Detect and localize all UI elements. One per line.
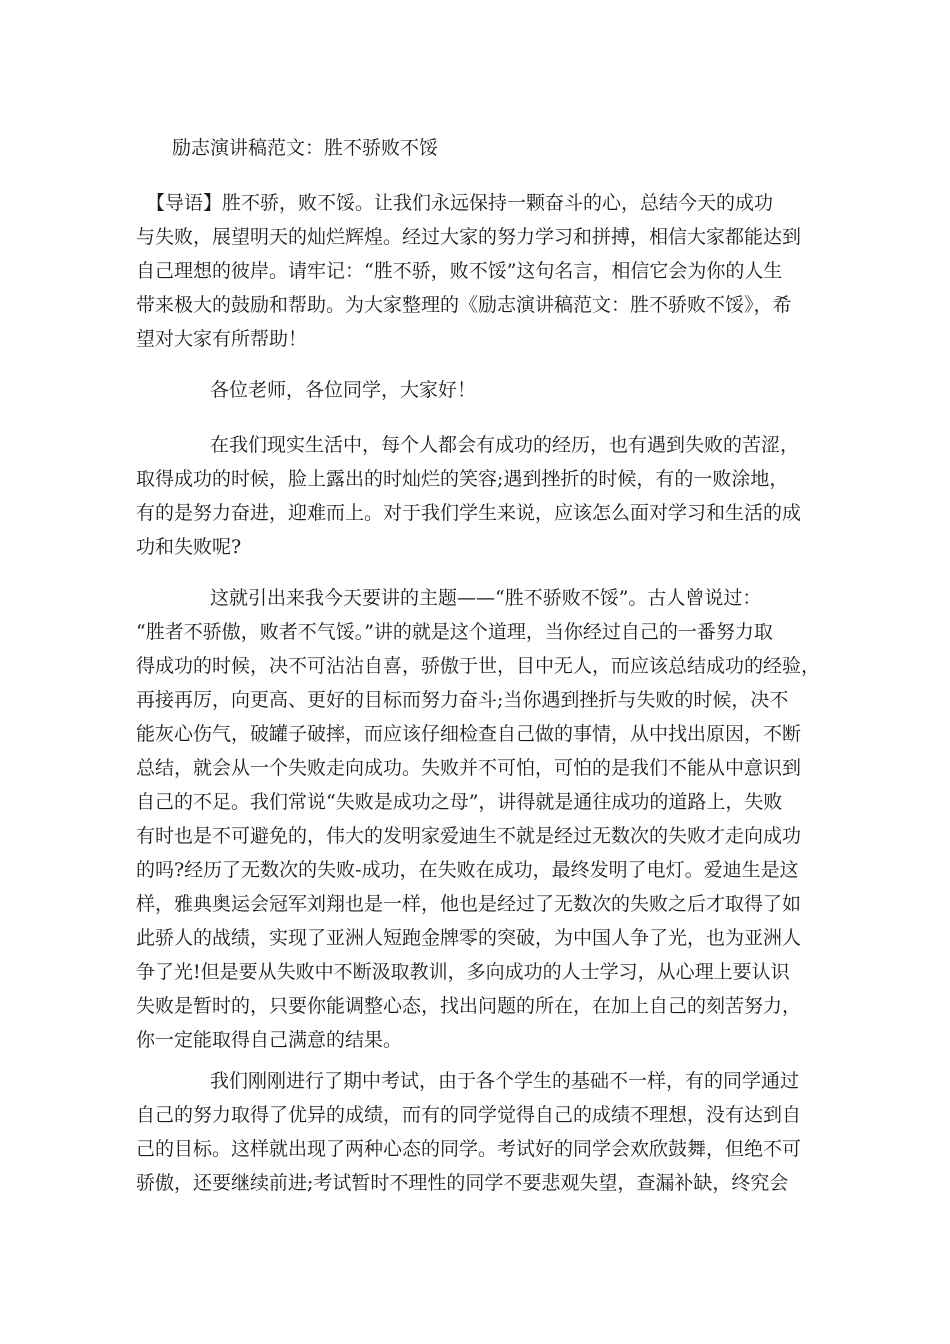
paragraph-line: 再接再厉，向更高、更好的目标而努力奋斗;当你遇到挫折与失败的时候，决不 <box>136 689 789 711</box>
greeting: 各位老师，各位同学，大家好！ <box>210 379 477 401</box>
intro-line: 自己理想的彼岸。请牢记：“胜不骄，败不馁”这句名言，相信它会为你的人生 <box>136 260 783 282</box>
paragraph-line: 自己的不足。我们常说“失败是成功之母”，讲得就是通往成功的道路上，失败 <box>136 791 783 813</box>
paragraph-line: 有的是努力奋进，迎难而上。对于我们学生来说，应该怎么面对学习和生活的成 <box>136 502 802 524</box>
paragraph-line: “胜者不骄傲，败者不气馁。”讲的就是这个道理，当你经过自己的一番努力取 <box>136 621 773 643</box>
paragraph-line: 我们刚刚进行了期中考试，由于各个学生的基础不一样，有的同学通过 <box>210 1070 800 1092</box>
paragraph-line: 自己的努力取得了优异的成绩，而有的同学觉得自己的成绩不理想，没有达到自 <box>136 1104 802 1126</box>
paragraph-line: 得成功的时候，决不可沾沾自喜，骄傲于世，目中无人，而应该总结成功的经验， <box>136 655 821 677</box>
paragraph-line: 的吗?经历了无数次的失败-成功，在失败在成功，最终发明了电灯。爱迪生是这 <box>136 859 799 881</box>
paragraph-3 <box>136 1064 836 1200</box>
paragraph-line: 取得成功的时候，脸上露出的时灿烂的笑容;遇到挫折的时候，有的一败涂地， <box>136 468 789 490</box>
paragraph-1 <box>136 428 836 564</box>
paragraph-line: 争了光!但是要从失败中不断汲取教训，多向成功的人士学习，从心理上要认识 <box>136 961 790 983</box>
intro-line: 带来极大的鼓励和帮助。为大家整理的《励志演讲稿范文：胜不骄败不馁》，希 <box>136 294 792 316</box>
paragraph-2 <box>136 581 836 1057</box>
paragraph-line: 有时也是不可避免的，伟大的发明家爱迪生不就是经过无数次的失败才走向成功 <box>136 825 802 847</box>
paragraph-line: 你一定能取得自己满意的结果。 <box>136 1029 403 1051</box>
document-title: 励志演讲稿范文：胜不骄败不馁 <box>172 137 439 159</box>
paragraph-line: 能灰心伤气，破罐子破摔，而应该仔细检查自己做的事情，从中找出原因，不断 <box>136 723 802 745</box>
paragraph-line: 此骄人的战绩，实现了亚洲人短跑金牌零的突破，为中国人争了光，也为亚洲人 <box>136 927 802 949</box>
paragraph-line: 骄傲，还要继续前进;考试暂时不理性的同学不要悲观失望，查漏补缺，终究会 <box>136 1172 789 1194</box>
intro-line: 望对大家有所帮助！ <box>136 328 308 350</box>
paragraph-line: 样，雅典奥运会冠军刘翔也是一样，他也是经过了无数次的失败之后才取得了如 <box>136 893 802 915</box>
intro-paragraph <box>136 186 836 356</box>
intro-line: 【导语】胜不骄，败不馁。让我们永远保持一颗奋斗的心，总结今天的成功 <box>146 192 774 214</box>
paragraph-line: 己的目标。这样就出现了两种心态的同学。考试好的同学会欢欣鼓舞，但绝不可 <box>136 1138 802 1160</box>
paragraph-line: 功和失败呢? <box>136 536 242 558</box>
paragraph-line: 在我们现实生活中，每个人都会有成功的经历，也有遇到失败的苦涩， <box>210 434 800 456</box>
paragraph-line: 失败是暂时的，只要你能调整心态，找出问题的所在，在加上自己的刻苦努力， <box>136 995 802 1017</box>
paragraph-line: 这就引出来我今天要讲的主题——“胜不骄败不馁”。古人曾说过： <box>210 587 762 609</box>
paragraph-line: 总结，就会从一个失败走向成功。失败并不可怕，可怕的是我们不能从中意识到 <box>136 757 802 779</box>
intro-line: 与失败，展望明天的灿烂辉煌。经过大家的努力学习和拼搏，相信大家都能达到 <box>136 226 802 248</box>
